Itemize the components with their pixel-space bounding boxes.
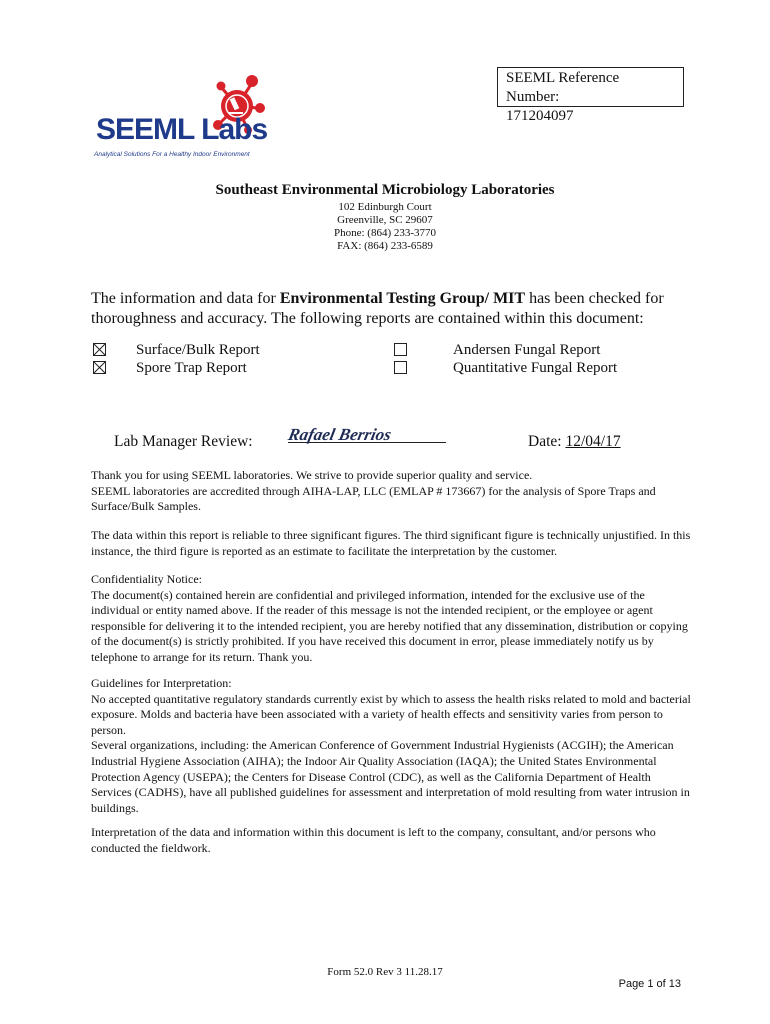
lab-phone: Phone: (864) 233-3770: [333, 227, 437, 239]
confidentiality-notice: [91, 572, 691, 666]
reference-label: SEEML Reference Number:: [506, 70, 620, 105]
guidelines-body-1: No accepted quantitative regulatory standards currently exist by which to assess the health risks related to mold and bacterial exposure. Molds and bacteria have been associated with a variety of health effects and sensitivity varies from person to person.: [91, 691, 691, 737]
surface-bulk-label: Surface/Bulk Report: [136, 342, 260, 358]
logo-tagline: Analytical Solutions For a Healthy Indoor Environment: [94, 151, 250, 158]
andersen-fungal-checkbox[interactable]: [394, 343, 407, 356]
form-number: Form 52.0 Rev 3 11.28.17: [327, 966, 443, 978]
lab-name: Southeast Environmental Microbiology Laboratories: [215, 182, 555, 198]
address-line-1: 102 Edinburgh Court: [338, 201, 432, 213]
reference-number-box: [497, 67, 684, 124]
svg-text:Rafael Berrios: Rafael Berrios: [287, 425, 393, 444]
spore-trap-label: Spore Trap Report: [136, 360, 247, 376]
page-number: Page 1 of 13: [618, 978, 681, 990]
surface-bulk-checkbox[interactable]: [93, 343, 106, 356]
address-line-2: Greenville, SC 29607: [337, 214, 433, 226]
spore-trap-checkbox[interactable]: [93, 361, 106, 374]
review-date: [528, 433, 621, 451]
confidentiality-body: The document(s) contained herein are confidential and privileged information, intended for the exclusive use of the individual or entity named above. If the reader of this message is not the intended recipient, or the employee or agent responsible for delivering it to the intended recipient, you are hereby notified that any dissemination, distribution or copying of the document(s) is strictly prohibited. If you have received this document in error, please immediately notify us by telephone to arrange for its return. Thank you.: [91, 587, 688, 664]
thanks-line: Thank you for using SEEML laboratories. We strive to provide superior quality and service.: [91, 468, 533, 482]
guidelines-title: Guidelines for Interpretation:: [91, 676, 232, 690]
interpretation-paragraph: Interpretation of the data and information within this document is left to the company, consultant, and/or persons who conducted the fieldwork.: [91, 825, 656, 855]
thanks-paragraph: [91, 468, 691, 515]
andersen-fungal-label: Andersen Fungal Report: [453, 342, 601, 358]
guidelines-section: [91, 676, 691, 816]
lab-manager-review-label: Lab Manager Review:: [114, 433, 253, 450]
quantitative-fungal-label: Quantitative Fungal Report: [453, 360, 618, 376]
reliability-paragraph: The data within this report is reliable to three significant figures. The third significant figure is technically unjustified. In this instance, the third figure is reported as an estimate to facilitate the interpretation by the customer.: [91, 528, 691, 558]
date-label: Date:: [528, 433, 566, 450]
intro-statement: The information and data for Environmental Testing Group/ MIT has been checked for thoroughness and accuracy. The following reports are contained within this document:: [91, 290, 664, 327]
confidentiality-title: Confidentiality Notice:: [91, 572, 202, 586]
guidelines-body-2: Several organizations, including: the American Conference of Government Industrial Hygienists (ACGIH); the American Industrial Hygiene Association (AIHA); the Indoor Air Quality Association (IAQA); the United States Environmental Protection Agency (USEPA); the Centers for Disease Control (CDC), as well as the California Department of Health Services (CADHS), have all published guidelines for assessment and interpretation of mold resulting from water intrusion in buildings.: [91, 738, 690, 815]
date-value: 12/04/17: [565, 433, 621, 450]
client-name: Environmental Testing Group/ MIT: [279, 290, 526, 307]
logo-wordmark: SEEML Labs: [96, 113, 268, 146]
lab-fax: FAX: (864) 233-6589: [337, 240, 433, 252]
reference-number: 171204097: [506, 108, 574, 124]
quantitative-fungal-checkbox[interactable]: [394, 361, 407, 374]
accreditation-line: SEEML laboratories are accredited through AIHA-LAP, LLC (EMLAP # 173667) for the analysis of Spore Traps and Surface/Bulk Samples.: [91, 483, 656, 514]
manager-signature: [287, 423, 447, 447]
